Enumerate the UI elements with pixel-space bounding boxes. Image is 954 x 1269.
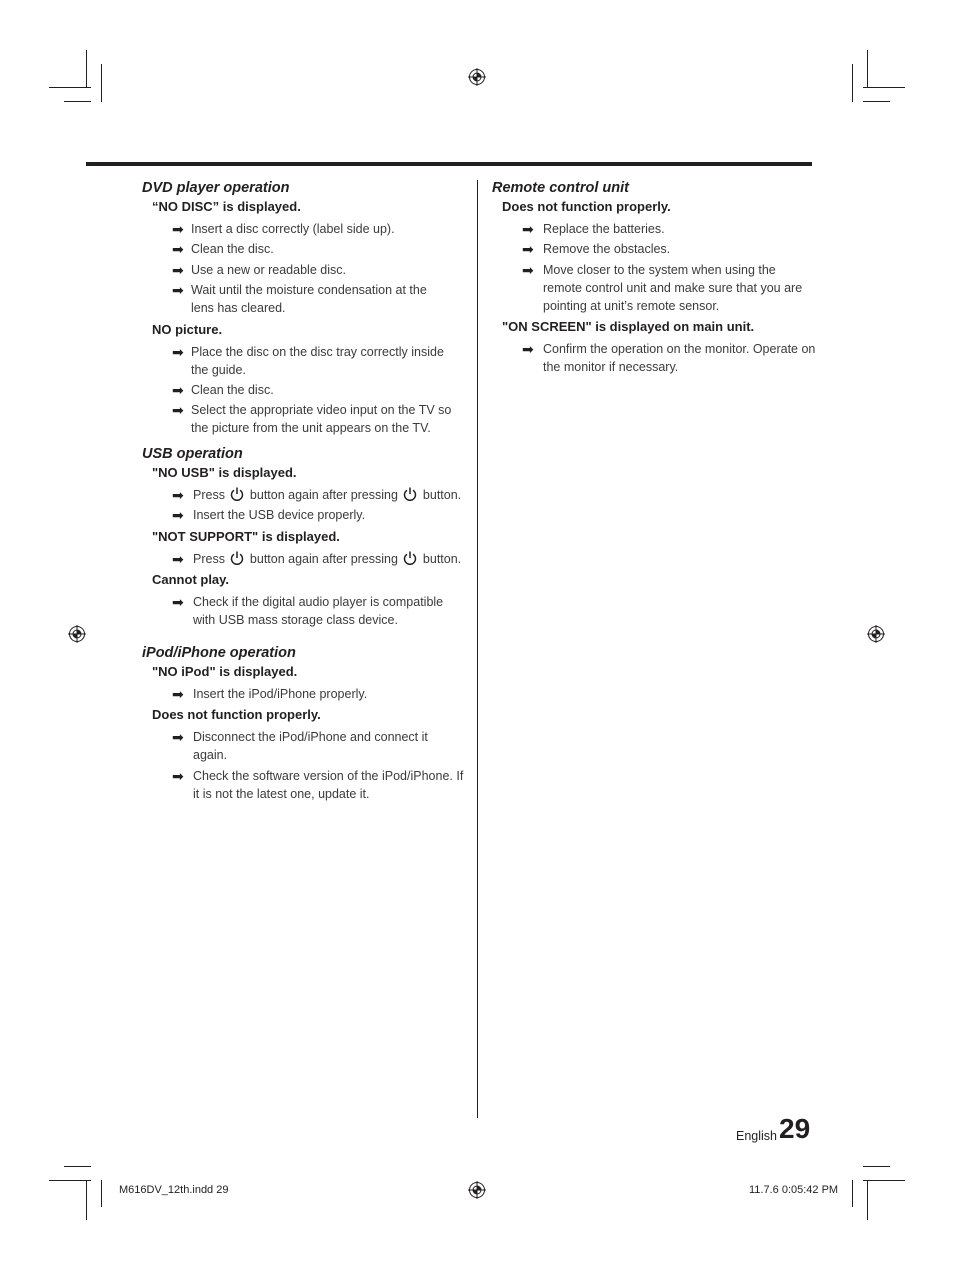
problem-heading: NO picture.	[152, 322, 223, 337]
remedy-item: Check the software version of the iPod/iPhone. If it is not the latest one, update it.	[193, 769, 464, 801]
remedy-item: Place the disc on the disc tray correctly inside the guide.	[191, 345, 444, 377]
timestamp: 11.7.6 0:05:42 PM	[749, 1184, 839, 1196]
remedy-item: Replace the batteries.	[543, 222, 665, 236]
crop-mark	[852, 64, 853, 102]
problem-heading: "NO USB" is displayed.	[152, 465, 297, 480]
crop-mark	[867, 50, 868, 88]
remedy-item-power	[193, 486, 473, 504]
right-arrow-icon: ➡	[172, 729, 184, 745]
problem-heading: Does not function properly.	[502, 199, 671, 214]
crop-mark	[852, 1180, 853, 1207]
remedy-item: Clean the disc.	[191, 383, 274, 397]
remedy-item-power	[193, 550, 473, 568]
crop-mark	[86, 1180, 87, 1220]
crop-mark	[49, 1180, 91, 1181]
button-label: button.	[422, 552, 462, 566]
again-label: button again after pressing	[249, 552, 398, 566]
right-arrow-icon: ➡	[522, 341, 534, 357]
crop-mark	[867, 1180, 868, 1220]
remedy-item: Disconnect the iPod/iPhone and connect it again.	[193, 730, 428, 762]
remedy-item: Insert the USB device properly.	[193, 508, 366, 522]
remedy-item: Insert a disc correctly (label side up).	[191, 222, 395, 236]
registration-mark-icon	[68, 625, 86, 643]
top-rule	[86, 162, 812, 166]
right-arrow-icon: ➡	[172, 402, 184, 418]
right-arrow-icon: ➡	[172, 241, 184, 257]
page-number: 29	[779, 1113, 811, 1144]
crop-mark	[101, 1180, 102, 1207]
language-label: English	[736, 1129, 777, 1143]
remedy-item: Insert the iPod/iPhone properly.	[193, 687, 368, 701]
remedy-item: Confirm the operation on the monitor. Operate on the monitor if necessary.	[543, 342, 816, 374]
section-title-remote: Remote control unit	[492, 180, 629, 196]
power-icon	[403, 551, 417, 565]
remedy-item: Clean the disc.	[191, 242, 274, 256]
problem-heading: "NO iPod" is displayed.	[152, 664, 298, 679]
remedy-item: Use a new or readable disc.	[191, 263, 346, 277]
file-info: M616DV_12th.indd 29	[119, 1184, 229, 1196]
crop-mark	[863, 87, 905, 88]
remedy-item: Select the appropriate video input on the TV so the picture from the unit appears on the TV.	[191, 403, 452, 435]
problem-heading: Cannot play.	[152, 572, 230, 587]
registration-mark-icon	[468, 1181, 486, 1199]
problem-heading: “NO DISC” is displayed.	[152, 199, 301, 214]
right-arrow-icon: ➡	[172, 262, 184, 278]
problem-heading: "NOT SUPPORT" is displayed.	[152, 529, 340, 544]
problem-heading: Does not function properly.	[152, 707, 321, 722]
crop-mark	[64, 1166, 91, 1167]
section-title-usb: USB operation	[142, 446, 243, 462]
registration-mark-icon	[867, 625, 885, 643]
right-arrow-icon: ➡	[172, 507, 184, 523]
right-arrow-icon: ➡	[172, 344, 184, 360]
button-label: button.	[422, 488, 462, 502]
remedy-item: Wait until the moisture condensation at the lens has cleared.	[191, 283, 427, 315]
remedy-item: Remove the obstacles.	[543, 242, 671, 256]
power-icon	[230, 487, 244, 501]
remedy-item: Move closer to the system when using the remote control unit and make sure that you are pointing at unit’s remote sensor.	[543, 263, 803, 313]
crop-mark	[86, 50, 87, 88]
section-title-ipod: iPod/iPhone operation	[142, 645, 296, 661]
right-arrow-icon: ➡	[172, 594, 184, 610]
section-title-dvd: DVD player operation	[142, 180, 290, 196]
remedy-item: Check if the digital audio player is compatible with USB mass storage class device.	[193, 595, 444, 627]
crop-mark	[863, 101, 890, 102]
right-arrow-icon: ➡	[172, 282, 184, 298]
right-arrow-icon: ➡	[172, 487, 184, 503]
right-arrow-icon: ➡	[172, 221, 184, 237]
crop-mark	[49, 87, 91, 88]
press-label: Press	[193, 488, 225, 502]
column-divider	[477, 180, 478, 1118]
right-arrow-icon: ➡	[172, 551, 184, 567]
power-icon	[230, 551, 244, 565]
crop-mark	[863, 1166, 890, 1167]
right-arrow-icon: ➡	[172, 768, 184, 784]
power-icon	[403, 487, 417, 501]
right-arrow-icon: ➡	[522, 241, 534, 257]
registration-mark-icon	[468, 68, 486, 86]
right-arrow-icon: ➡	[522, 221, 534, 237]
crop-mark	[64, 101, 91, 102]
press-label: Press	[193, 552, 225, 566]
crop-mark	[101, 64, 102, 102]
crop-mark	[863, 1180, 905, 1181]
problem-heading: "ON SCREEN" is displayed on main unit.	[502, 319, 755, 334]
right-arrow-icon: ➡	[172, 686, 184, 702]
again-label: button again after pressing	[249, 488, 398, 502]
right-arrow-icon: ➡	[172, 382, 184, 398]
right-arrow-icon: ➡	[522, 262, 534, 278]
